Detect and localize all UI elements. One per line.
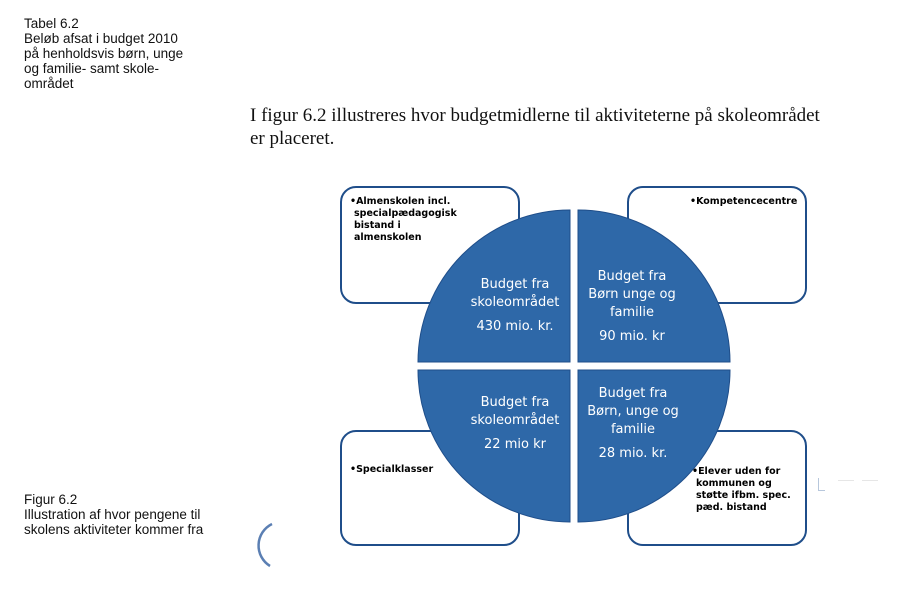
box-text-line: almenskolen (354, 232, 422, 243)
box-text-line: pæd. bistand (696, 502, 767, 513)
table-caption-line: og familie- samt skole- (24, 61, 160, 76)
divider (862, 480, 878, 481)
quadrant-label-line: Budget fra (480, 277, 550, 292)
corner-box-text-bottom-left (350, 464, 433, 476)
quadrant-label-line: Budget fra (598, 386, 668, 401)
table-caption-line: Beløb afsat i budget 2010 (24, 31, 178, 46)
corner-box-text-top-left (350, 196, 457, 244)
body-paragraph-line: I figur 6.2 illustreres hvor budgetmidlerne til aktiviteterne på skoleområdet (250, 105, 820, 126)
quadrant-label-line: Budget fra (597, 269, 667, 284)
box-text-line: bistand i (354, 220, 401, 231)
box-text-line: •Specialklasser (350, 464, 434, 475)
table-caption-line: området (24, 76, 74, 91)
quadrant-label-bottom-right (575, 385, 691, 463)
quadrant-label-line: familie (609, 305, 655, 320)
table-caption-line: på henholdsvis børn, unge (24, 46, 184, 61)
box-text-line: •Kompetencecentre (690, 196, 798, 207)
corner-box-text-top-right (690, 196, 797, 208)
quadrant-label-line: skoleområdet (470, 295, 560, 310)
divider (838, 480, 854, 481)
quadrant-label-line: Budget fra (480, 395, 550, 410)
box-text-line: støtte ifbm. spec. (696, 490, 791, 501)
corner-box-text-bottom-right (692, 466, 791, 514)
quadrant-label-line: skoleområdet (470, 413, 560, 428)
quadrant-label-bottom-left (455, 394, 575, 454)
quadrant-label-line: Børn, unge og (587, 404, 679, 419)
quadrant-label-line: 28 mio. kr. (598, 446, 668, 461)
table-caption-line: Tabel 6.2 (24, 16, 79, 31)
quadrant-label-line: familie (610, 422, 656, 437)
arc-fragment-icon (250, 520, 276, 570)
box-text-line: kommunen og (696, 478, 772, 489)
figure-caption-line: Illustration af hvor pengene til (24, 507, 201, 522)
quadrant-label-line: Børn unge og (588, 287, 676, 302)
corner-mark-icon (818, 478, 825, 491)
figure-caption-line: skolens aktiviteter kommer fra (24, 522, 204, 537)
quadrant-label-line: 430 mio. kr. (476, 319, 554, 334)
quadrant-label-line: 22 mio kr (484, 437, 546, 452)
figure-caption-line: Figur 6.2 (24, 492, 78, 507)
box-text-line: •Elever uden for (692, 466, 781, 477)
quadrant-label-line: 90 mio. kr (599, 329, 665, 344)
quadrant-label-top-right (572, 268, 692, 346)
body-paragraph-line: er placeret. (250, 128, 335, 149)
box-text-line: specialpædagogisk (354, 208, 457, 219)
quadrant-label-top-left (455, 276, 575, 336)
box-text-line: •Almenskolen incl. (350, 196, 451, 207)
